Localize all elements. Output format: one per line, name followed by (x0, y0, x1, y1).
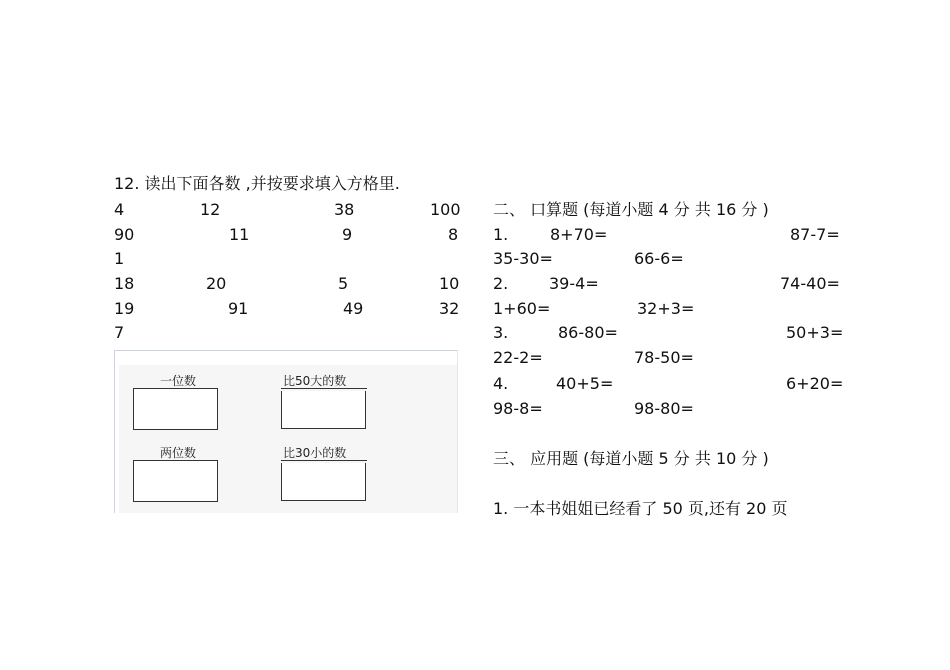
box-label-two-digit: 两位数 (160, 446, 197, 460)
box-label-one-digit: 一位数 (160, 374, 197, 388)
problem: 1+60= (493, 299, 551, 318)
problem-number: 2. (493, 274, 509, 293)
number: 38 (334, 200, 355, 219)
number: 100 (430, 200, 461, 219)
problem: 78-50= (634, 348, 694, 367)
problem: 66-6= (634, 249, 684, 268)
number: 1 (114, 249, 125, 268)
number: 7 (114, 323, 125, 342)
problem-row (0, 274, 950, 294)
problem: 35-30= (493, 249, 553, 268)
problem-row (0, 225, 950, 245)
problem-number: 3. (493, 323, 509, 342)
problem-number: 1. (493, 225, 509, 244)
number: 4 (114, 200, 125, 219)
problem: 8+70= (550, 225, 608, 244)
problem: 32+3= (637, 299, 695, 318)
problem-row (0, 323, 950, 343)
number-row (0, 200, 950, 220)
problem: 39-4= (549, 274, 599, 293)
number: 49 (343, 299, 364, 318)
problem: 22-2= (493, 348, 543, 367)
problem-row (0, 348, 950, 368)
problem: 86-80= (558, 323, 618, 342)
box-label-greater-than-50: 比50大的数 (283, 374, 347, 388)
number: 9 (342, 225, 353, 244)
box-two-digit (133, 460, 218, 502)
number: 90 (114, 225, 135, 244)
problem: 6+20= (786, 374, 844, 393)
problem: 40+5= (556, 374, 614, 393)
number: 20 (206, 274, 227, 293)
box-label-less-than-30: 比30小的数 (283, 446, 347, 460)
number: 10 (439, 274, 460, 293)
problem: 98-80= (634, 399, 694, 418)
box-top-border (281, 460, 367, 461)
question-12-title: 12. 读出下面各数 ,并按要求填入方格里. (114, 174, 400, 193)
number: 91 (228, 299, 249, 318)
section-3-heading: 三、 应用题 (每道小题 5 分 共 10 分 ) (493, 449, 769, 468)
problem-row (0, 299, 950, 319)
section-2-heading: 二、 口算题 (每道小题 4 分 共 16 分 ) (493, 200, 769, 219)
number: 11 (229, 225, 250, 244)
number: 19 (114, 299, 135, 318)
problem: 87-7= (790, 225, 840, 244)
problem-row (0, 374, 950, 394)
number: 18 (114, 274, 135, 293)
problem-row (0, 399, 950, 419)
problem-row (0, 249, 950, 269)
number: 12 (200, 200, 221, 219)
word-problem-1: 1. 一本书姐姐已经看了 50 页,还有 20 页 (493, 499, 788, 518)
problem: 74-40= (780, 274, 840, 293)
number: 5 (338, 274, 349, 293)
problem: 50+3= (786, 323, 844, 342)
problem-number: 4. (493, 374, 509, 393)
number: 32 (439, 299, 460, 318)
number: 8 (448, 225, 459, 244)
box-less-than-30 (281, 463, 366, 501)
problem: 98-8= (493, 399, 543, 418)
